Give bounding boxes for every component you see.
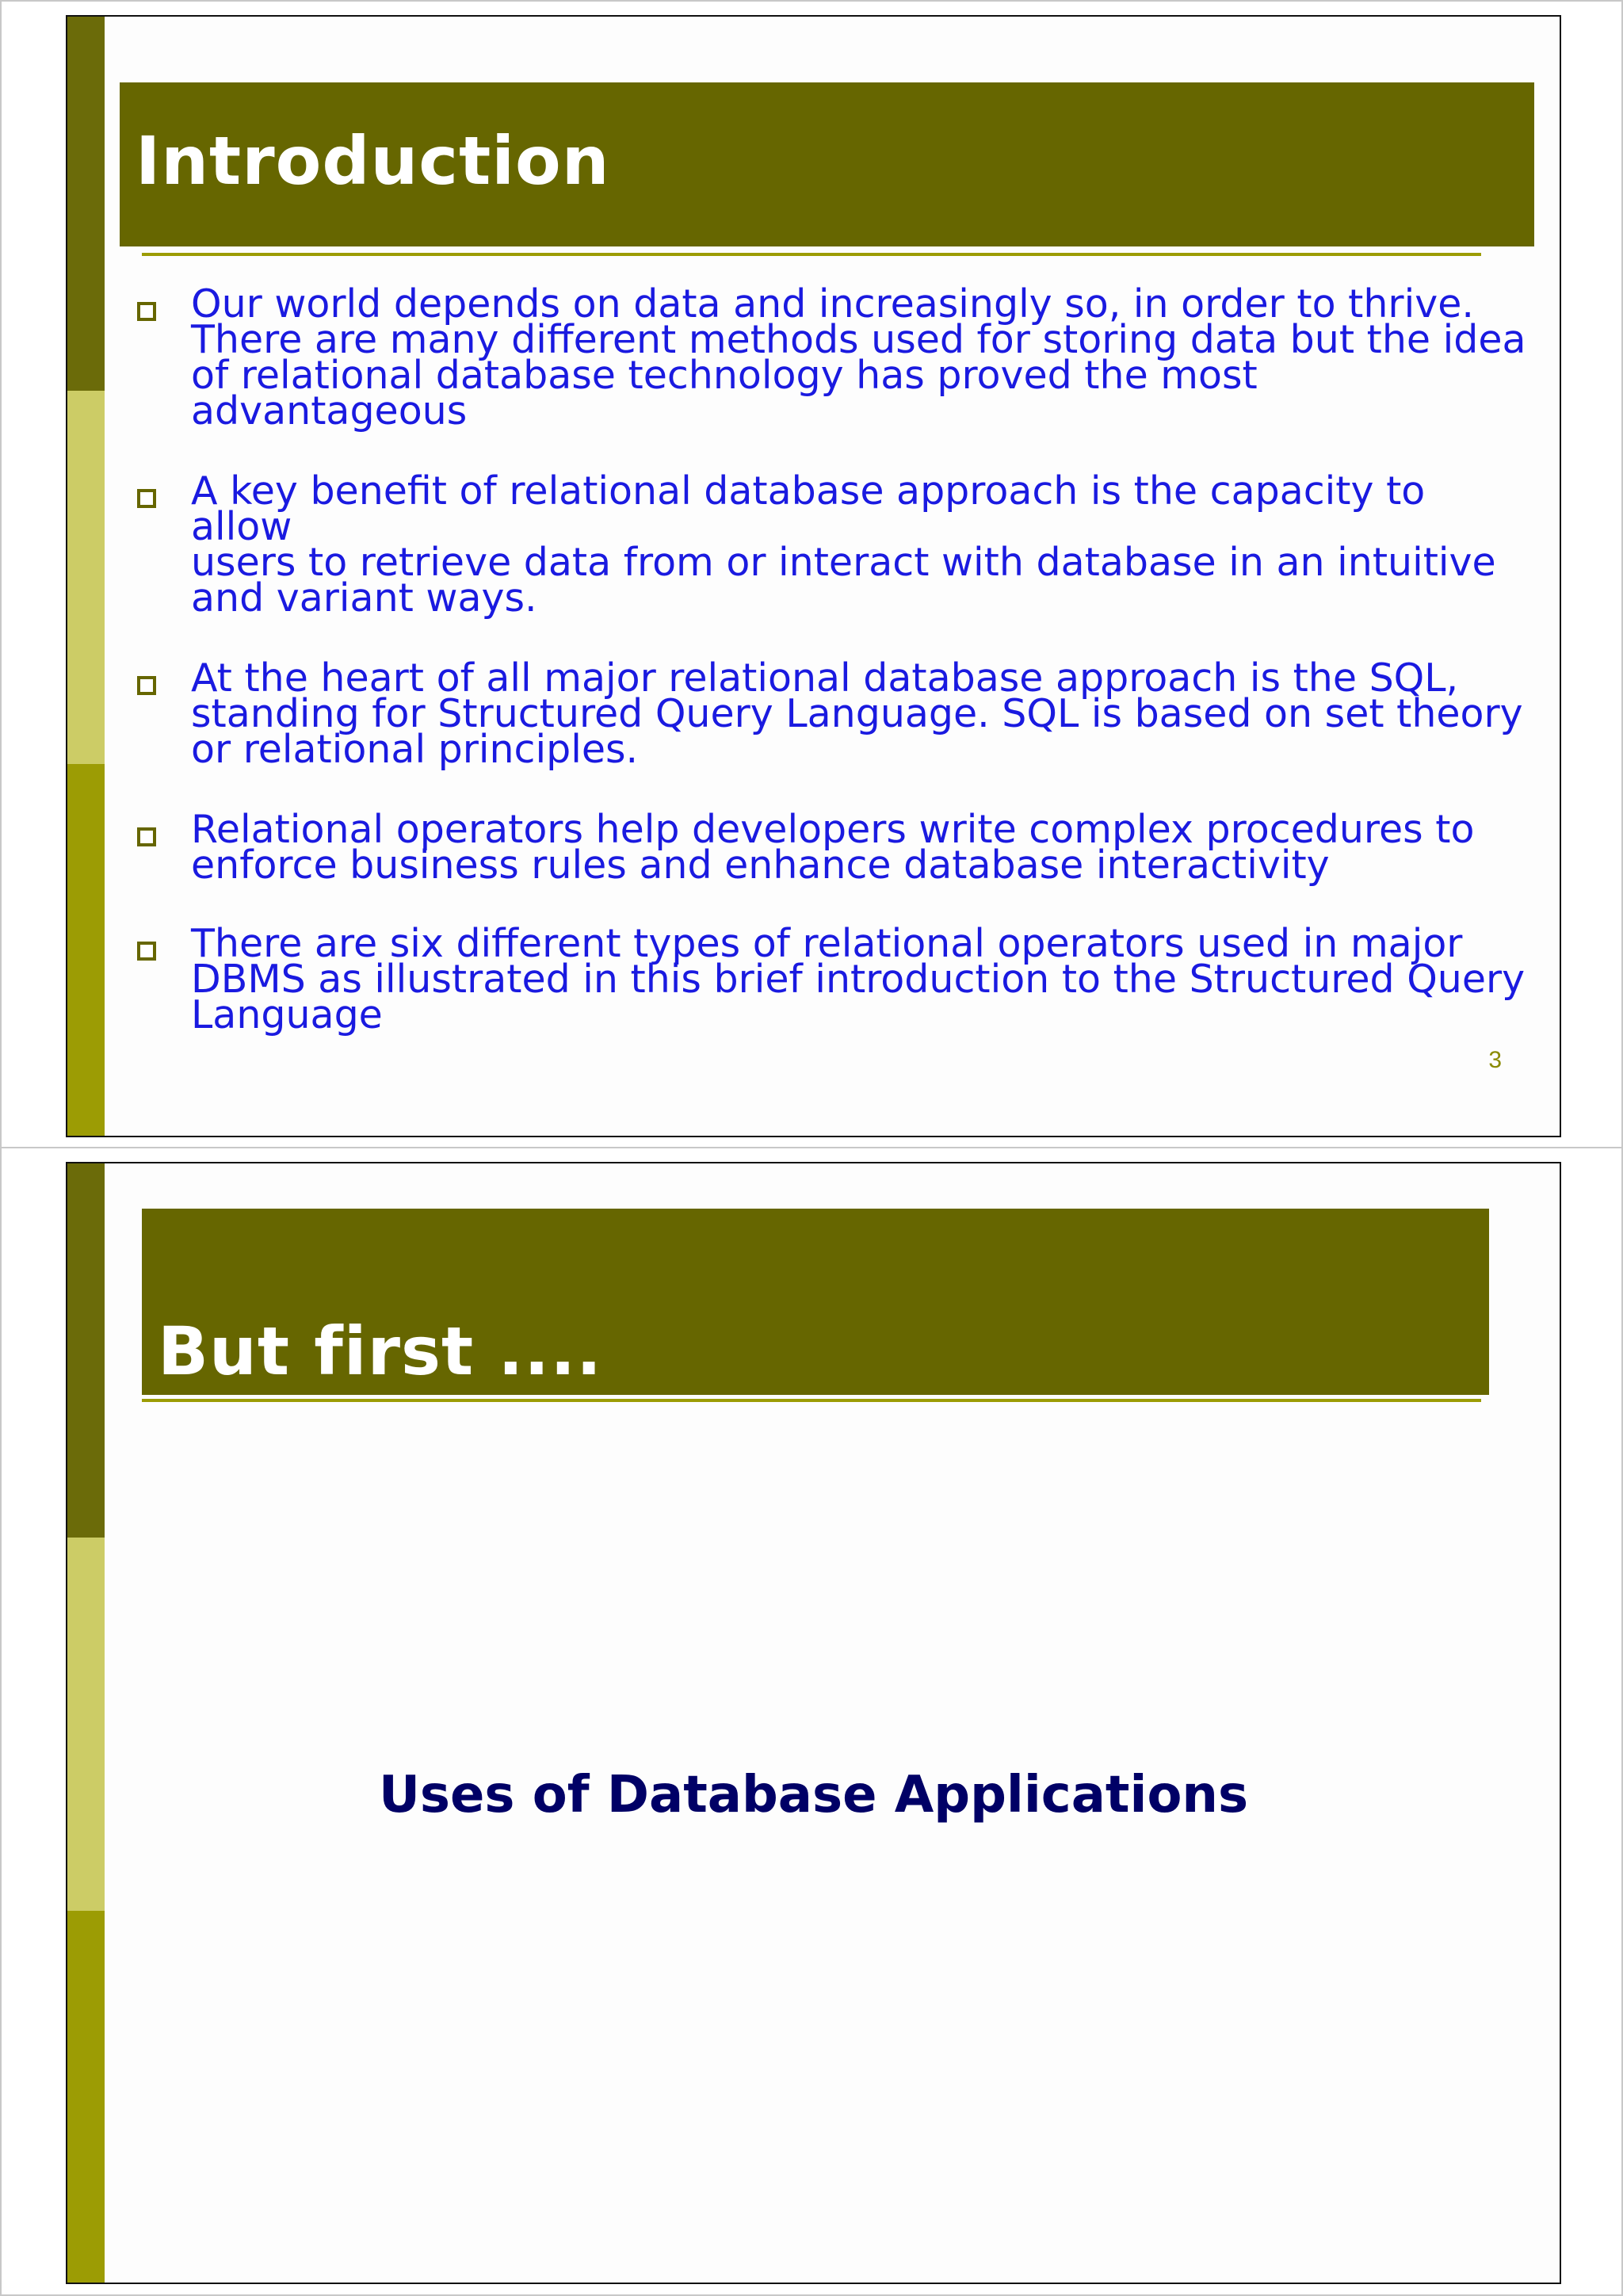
bullet-list bbox=[137, 281, 1532, 1077]
slide-but-first bbox=[66, 1162, 1561, 2284]
hollow-square-bullet-icon bbox=[137, 489, 156, 508]
side-bar-dark-segment bbox=[67, 1163, 105, 1538]
side-bar-mid-segment bbox=[67, 1911, 105, 2283]
side-bar-dark-segment bbox=[67, 17, 105, 391]
bullet-text: There are six different types of relational operators used in major DBMS as illustrated in this brief introduction to the Structured Query Language bbox=[191, 921, 1526, 1037]
hollow-square-bullet-icon bbox=[137, 942, 156, 961]
hollow-square-bullet-icon bbox=[137, 302, 156, 321]
slide-body-heading: Uses of Database Applications bbox=[378, 1766, 1249, 1824]
slide-introduction bbox=[66, 15, 1561, 1137]
slide-title-band bbox=[142, 1209, 1489, 1395]
bullet-text: A key benefit of relational database approach is the capacity to allow users to retrieve data from or interact with database in an intuitive and variant ways. bbox=[191, 468, 1496, 621]
title-underline bbox=[142, 253, 1481, 256]
hollow-square-bullet-icon bbox=[137, 827, 156, 846]
handout-cell-2 bbox=[0, 1147, 1623, 2296]
bullet-text: At the heart of all major relational database approach is the SQL, standing for Structured Query Language. SQL is based on set theory or relational principles. bbox=[191, 655, 1523, 772]
bullet-item bbox=[137, 281, 1532, 434]
bullet-item bbox=[137, 468, 1532, 621]
hollow-square-bullet-icon bbox=[137, 676, 156, 695]
slide-side-bar bbox=[67, 1163, 105, 2283]
bullet-item bbox=[137, 655, 1532, 772]
side-bar-mid-segment bbox=[67, 764, 105, 1136]
bullet-text: Our world depends on data and increasingly so, in order to thrive. There are many different methods used for storing data but the idea of relational database technology has proved the most advantageous bbox=[191, 281, 1526, 434]
slide-title: But first .... bbox=[158, 1312, 603, 1390]
slide-side-bar bbox=[67, 17, 105, 1136]
bullet-text: Relational operators help developers write complex procedures to enforce business rules and enhance database interactivity bbox=[191, 807, 1475, 888]
slide-title-band bbox=[120, 82, 1534, 246]
page-number: 3 bbox=[1488, 1047, 1502, 1073]
bullet-item bbox=[137, 807, 1532, 888]
side-bar-light-segment bbox=[67, 391, 105, 765]
side-bar-light-segment bbox=[67, 1538, 105, 1912]
bullet-item bbox=[137, 921, 1532, 1037]
slide-title: Introduction bbox=[136, 122, 610, 200]
title-underline bbox=[142, 1399, 1481, 1402]
